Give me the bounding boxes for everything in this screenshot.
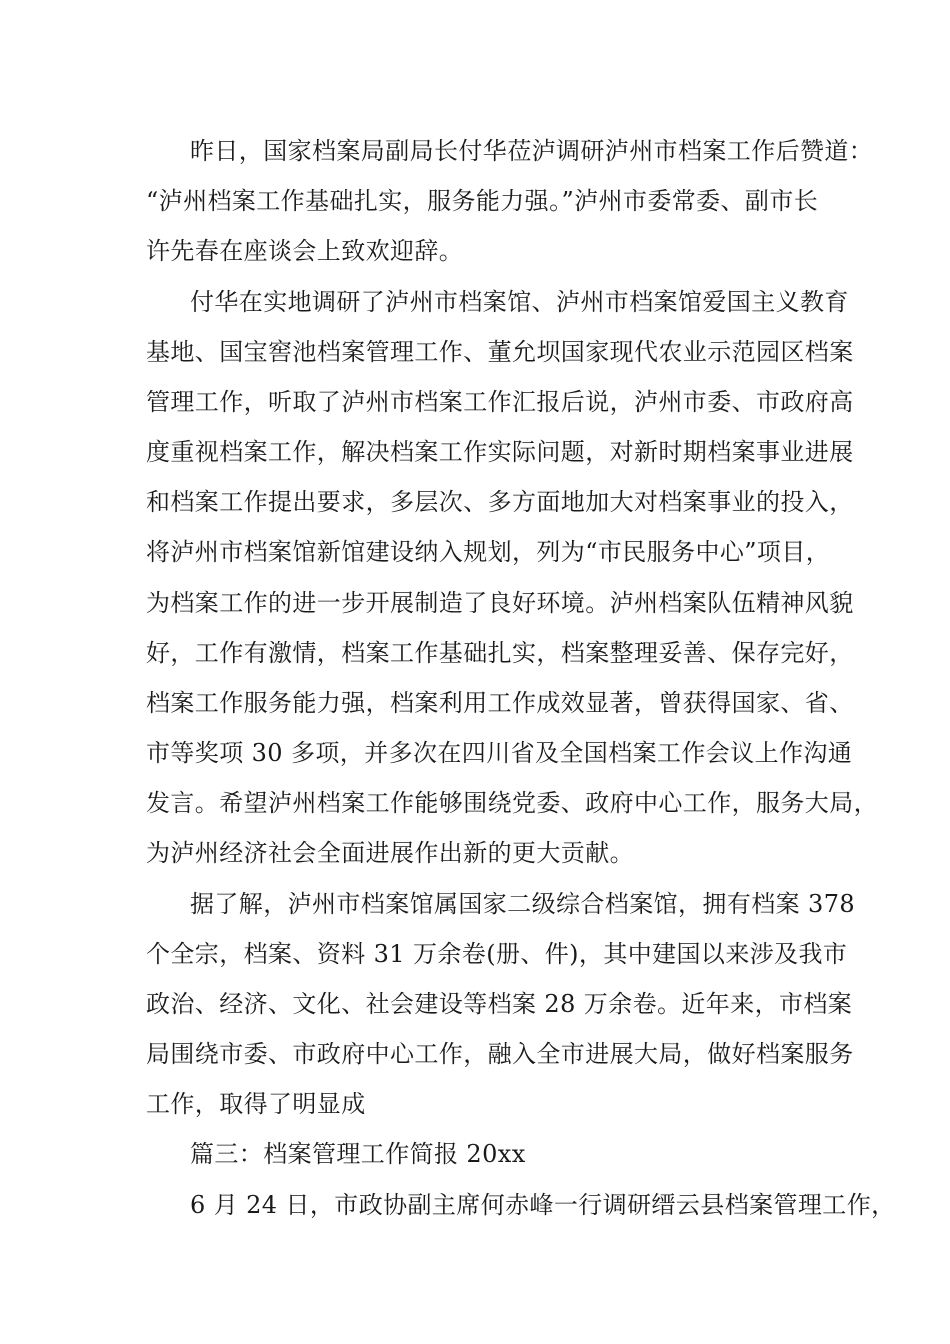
paragraph-1-line-2: “泸州档案工作基础扎实，服务能力强。”泸州市委常委、副市长 (146, 187, 819, 215)
paragraph-1-line-3: 许先春在座谈会上致欢迎辞。 (146, 237, 464, 265)
paragraph-2-line-8: 好，工作有激情，档案工作基础扎实，档案整理妥善、保存完好， (146, 639, 854, 667)
paragraph-3-line-1: 据了解，泸州市档案馆属国家二级综合档案馆，拥有档案 378 (190, 890, 856, 918)
paragraph-2-line-2: 基地、国宝窖池档案管理工作、董允坝国家现代农业示范园区档案 (146, 338, 854, 366)
paragraph-4-line-1: 6 月 24 日，市政协副主席何赤峰一行调研缙云县档案管理工作， (190, 1191, 896, 1219)
paragraph-3-line-4: 局围绕市委、市政府中心工作，融入全市进展大局，做好档案服务 (146, 1040, 854, 1068)
paragraph-2-line-5: 和档案工作提出要求，多层次、多方面地加大对档案事业的投入， (146, 488, 854, 516)
paragraph-2-line-9: 档案工作服务能力强，档案利用工作成效显著，曾获得国家、省、 (146, 689, 854, 717)
paragraph-2-line-11: 发言。希望泸州档案工作能够围绕党委、政府中心工作，服务大局， (146, 789, 878, 817)
paragraph-2-line-10: 市等奖项 30 多项，并多次在四川省及全国档案工作会议上作沟通 (146, 739, 853, 767)
paragraph-2-line-3: 管理工作，听取了泸州市档案工作汇报后说，泸州市委、市政府高 (146, 388, 854, 416)
paragraph-3-line-2: 个全宗，档案、资料 31 万余卷(册、件)，其中建国以来涉及我市 (146, 940, 848, 968)
paragraph-3-line-5: 工作，取得了明显成 (146, 1090, 366, 1118)
paragraph-2-line-1: 付华在实地调研了泸州市档案馆、泸州市档案馆爱国主义教育 (190, 288, 849, 316)
paragraph-3-line-3: 政治、经济、文化、社会建设等档案 28 万余卷。近年来，市档案 (146, 990, 853, 1018)
section-heading: 篇三：档案管理工作简报 20xx (190, 1140, 526, 1168)
paragraph-1-line-1: 昨日，国家档案局副局长付华莅泸调研泸州市档案工作后赞道： (190, 137, 874, 165)
paragraph-2-line-12: 为泸州经济社会全面进展作出新的更大贡献。 (146, 839, 634, 867)
paragraph-2-line-4: 度重视档案工作，解决档案工作实际问题，对新时期档案事业进展 (146, 438, 854, 466)
paragraph-2-line-6: 将泸州市档案馆新馆建设纳入规划，列为“市民服务中心”项目， (146, 538, 831, 566)
paragraph-2-line-7: 为档案工作的进一步开展制造了良好环境。泸州档案队伍精神风貌 (146, 589, 854, 617)
